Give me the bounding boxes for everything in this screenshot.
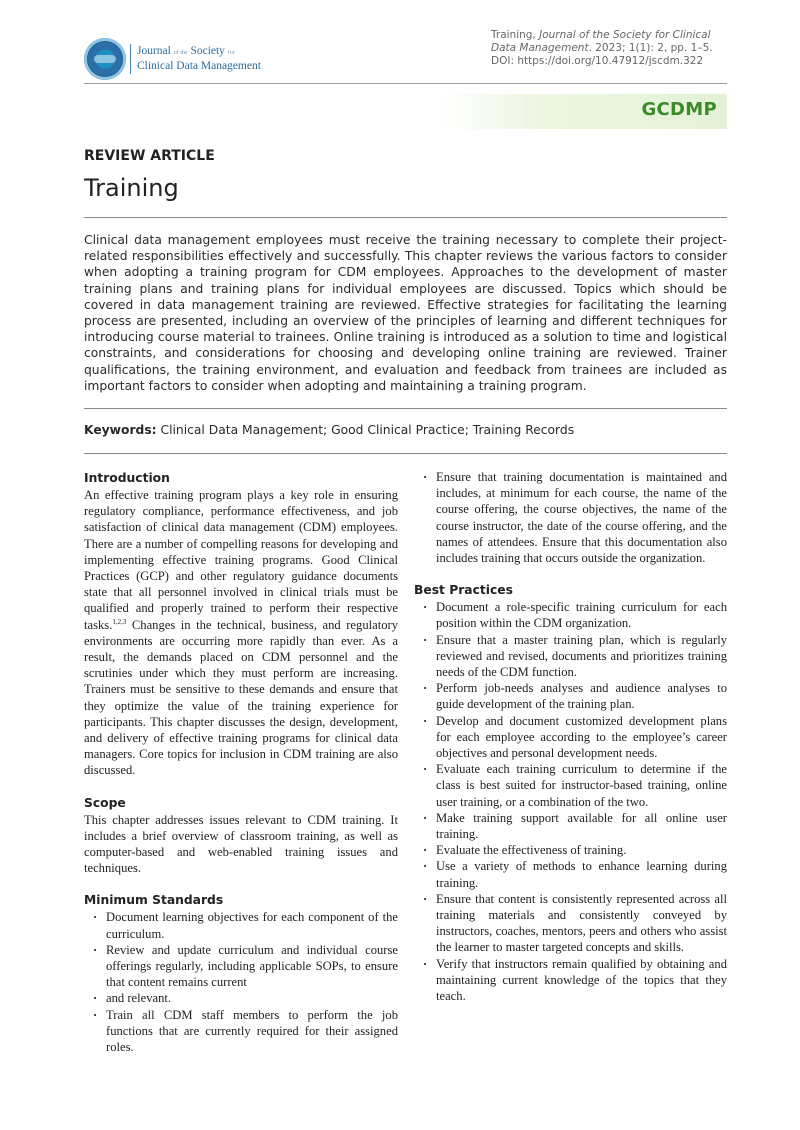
- list-item: · Develop and document customized development plans for each employee according to the employee’s career objectives and personal development needs.: [414, 713, 727, 762]
- keywords-list: Clinical Data Management; Good Clinical Practice; Training Records: [156, 423, 575, 437]
- article-title: Training: [84, 174, 179, 202]
- journal-logo: [84, 38, 261, 80]
- introduction-paragraph: [84, 487, 398, 779]
- intro-text-1: An effective training program plays a key role in ensuring regulatory compliance, performance effectiveness, and job satisfaction of clinical data management (CDM) employees. There are a number of compelling reasons for developing and implementing effective training programs. Good Clinical Practices (GCP) and other regulatory guidance documents state that all personnel involved in clinical trials must be qualified and properly trained to perform their respective tasks.: [84, 488, 398, 632]
- scope-paragraph: This chapter addresses issues relevant to CDM training. It includes a brief overview of classroom training, as well as computer-based and web-enabled training issues and techniques.: [84, 812, 398, 876]
- header-divider: [84, 83, 727, 84]
- introduction-heading: Introduction: [84, 471, 170, 485]
- scope-heading: Scope: [84, 795, 126, 810]
- best-practices-heading: Best Practices: [414, 583, 513, 598]
- left-column: [84, 469, 398, 1055]
- minimum-standards-heading: Minimum Standards: [84, 893, 224, 908]
- list-item: · Train all CDM staff members to perform the job functions that are currently required for their assigned roles.: [84, 1007, 398, 1056]
- list-item: · Evaluate the effectiveness of training.: [414, 842, 727, 858]
- citation: [491, 29, 731, 68]
- list-item: · Perform job-needs analyses and audience analyses to guide development of the training plan.: [414, 680, 727, 712]
- journal-subtitle: Clinical Data Management: [137, 60, 261, 72]
- minimum-standards-list-continued: [414, 469, 727, 566]
- article-type: REVIEW ARTICLE: [84, 148, 215, 164]
- list-item: · Document a role-specific training curriculum for each position within the CDM organization.: [414, 599, 727, 631]
- right-column: [414, 469, 727, 1004]
- keywords-label: Keywords:: [84, 423, 157, 437]
- best-practices-list: [414, 599, 727, 1004]
- list-item: · Evaluate each training curriculum to determine if the class is best suited for instructor-based training, online user training, or a combination of the two.: [414, 761, 727, 810]
- section-band: [440, 94, 727, 129]
- citation-journal: Journal of the Society for Clinical Data Management: [491, 29, 711, 54]
- journal-of-the: of the: [173, 50, 188, 56]
- list-item: · and relevant.: [84, 990, 398, 1006]
- citation-details[interactable]: . 2023; 1(1): 2, pp. 1–5. DOI: https://doi.org/10.47912/jscdm.322: [491, 42, 713, 67]
- keywords-divider: [84, 453, 727, 454]
- citation-superscript[interactable]: 1,2,3: [112, 617, 127, 626]
- list-item: · Ensure that training documentation is maintained and includes, at minimum for each course, the name of the course offering, the course objectives, the name of the course instructor, the date of the course offering, and the names of attendees. Ensure that this documentation also includes training that occurs outside the organization.: [414, 469, 727, 566]
- list-item: · Use a variety of methods to enhance learning during training.: [414, 858, 727, 890]
- abstract: Clinical data management employees must receive the training necessary to complete their project-related responsibilities effectively and successfully. This chapter reviews the various factors to consider when adopting a training program for CDM employees. Approaches to the development of master training plans and training plans for individual employees are discussed. Topics which should be covered in data management training are reviewed. Effective strategies for facilitating the learning process are presented, including an overview of the principles of learning and different techniques for introducing course material to trainees. Online training is introduced as a solution to time and logistical constraints, and considerations for choosing and developing online training are reviewed. Trainer qualifications, the training environment, and evaluation and feedback from trainees are included as important factors to consider when adopting and maintaining a training program.: [84, 233, 727, 393]
- list-item: · Make training support available for all online user training.: [414, 810, 727, 842]
- title-divider: [84, 217, 727, 218]
- intro-text-2: Changes in the technical, business, and regulatory environments are occurring more rapidly than ever. As a result, the demands placed on CDM personnel and the scrutinies under which they must perform are increasing. Trainers must be sensitive to these demands and ensure that they optimize the value of the training experience for participants. This chapter discusses the design, development, and delivery of effective training programs for clinical data managers. Core topics for inclusion in CDM training are also discussed.: [84, 617, 398, 778]
- list-item: · Ensure that a master training plan, which is regularly reviewed and revised, documents and prioritizes training needs of the CDM function.: [414, 632, 727, 681]
- journal-for: for: [227, 50, 235, 56]
- list-item: · Ensure that content is consistently represented across all training materials and consistently conveyed by instructors, coaches, mentors, peers and others who assist the learner to master targeted concepts and skills.: [414, 891, 727, 956]
- list-item: · Verify that instructors remain qualified by obtaining and maintaining current knowledge of the topics that they teach.: [414, 956, 727, 1005]
- citation-title: Training,: [491, 29, 540, 41]
- section-label: GCDMP: [641, 99, 717, 120]
- journal-society: Society: [190, 45, 225, 57]
- journal-name: [137, 45, 261, 73]
- logo-divider: [130, 44, 131, 74]
- society-seal-icon: [84, 38, 126, 80]
- list-item: · Document learning objectives for each component of the curriculum.: [84, 909, 398, 941]
- abstract-divider: [84, 408, 727, 409]
- keywords: [84, 423, 727, 437]
- minimum-standards-list: [84, 909, 398, 1055]
- journal-word: Journal: [137, 45, 171, 57]
- list-item: · Review and update curriculum and individual course offerings regularly, including applicable SOPs, to ensure that content remains current: [84, 942, 398, 991]
